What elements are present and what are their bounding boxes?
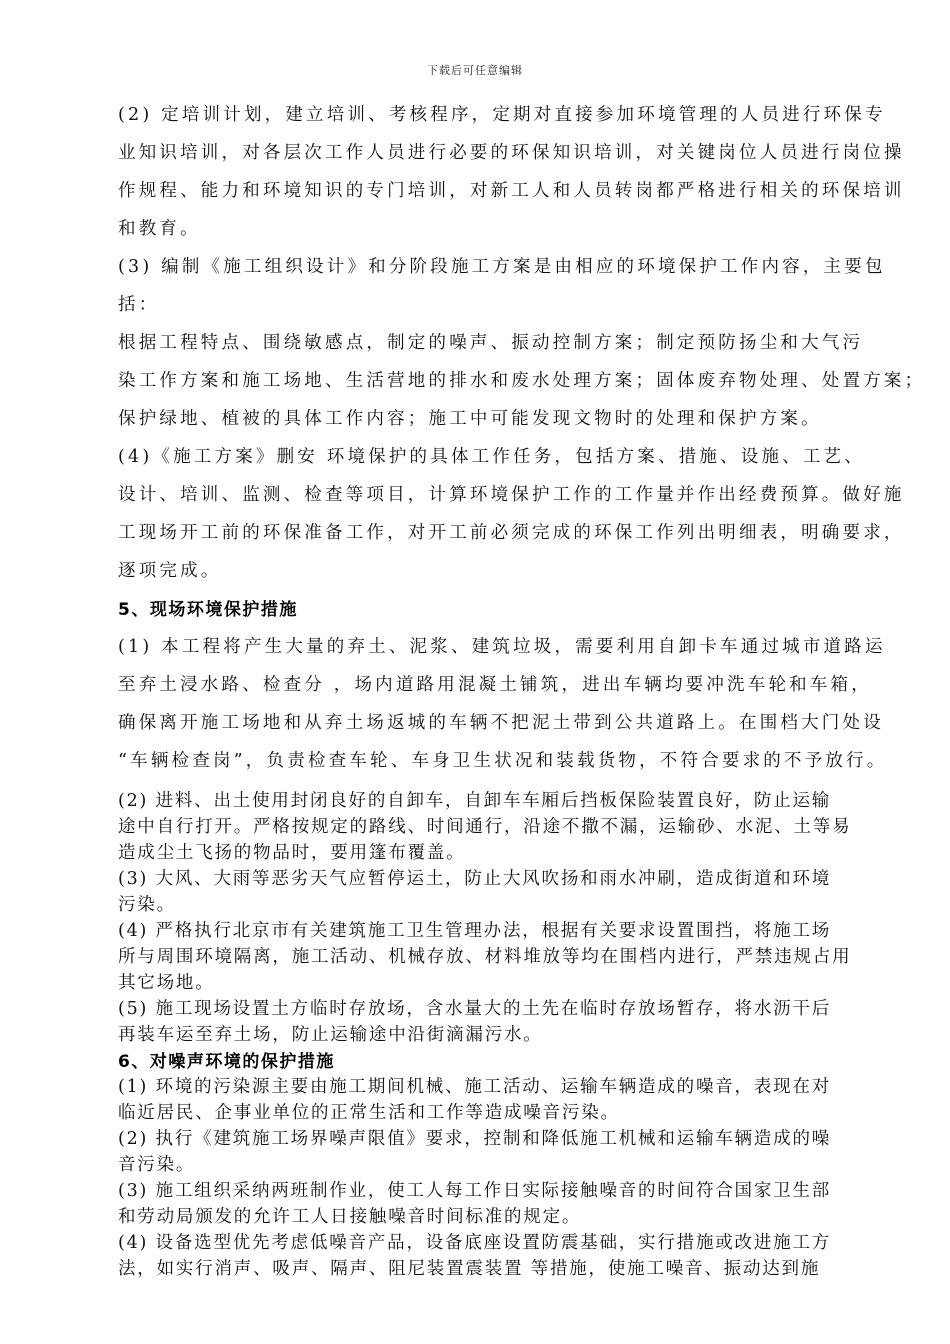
section-heading: 5、现场环境保护措施: [118, 600, 298, 620]
text-line: 临近居民、企事业单位的正常生活和工作等造成噪音污染。: [118, 1103, 620, 1123]
text-line: (5) 施工现场设置土方临时存放场，含水量大的土先在临时存放场暂存，将水沥干后: [118, 999, 832, 1019]
text-line: (1) 环境的污染源主要由施工期间机械、施工活动、运输车辆造成的噪音，表现在对: [118, 1077, 832, 1097]
text-line: (3) 施工组织采纳两班制作业，使工人每工作日实际接触噪音的时间符合国家卫生部: [118, 1181, 832, 1201]
text-line: 和劳动局颁发的允许工人日接触噪音时间标准的规定。: [118, 1207, 582, 1227]
text-line: (1) 本工程将产生大量的弃土、泥浆、建筑垃圾，需要利用自卸卡车通过城市道路运: [118, 637, 886, 657]
section-heading: 6、对噪声环境的保护措施: [118, 1052, 335, 1072]
text-line: 根据工程特点、围绕敏感点，制定的噪声、振动控制方案；制定预防扬尘和大气污: [118, 333, 864, 353]
text-line: 和教育。: [118, 219, 201, 239]
text-line: 其它场地。: [118, 973, 215, 993]
text-line: 污染。: [118, 895, 176, 915]
text-line: 音污染。: [118, 1155, 196, 1175]
text-line: 业知识培训，对各层次工作人员进行必要的环保知识培训，对关键岗位人员进行岗位操: [118, 143, 905, 163]
text-line: 逐项完成。: [118, 561, 222, 581]
text-line: (4) 严格执行北京市有关建筑施工卫生管理办法，根据有关要求设置围挡，将施工场: [118, 921, 832, 941]
text-line: 工现场开工前的环保准备工作，对开工前必须完成的环保工作列出明细表，明确要求，: [118, 523, 905, 543]
text-line: 确保离开施工场地和从弃土场返城的车辆不把泥土带到公共道路上。在围档大门处设: [118, 713, 884, 733]
text-line: 所与周围环境隔离，施工活动、机械存放、材料堆放等均在围档内进行，严禁违规占用: [118, 947, 852, 967]
text-line: 保护绿地、植被的具体工作内容；施工中可能发现文物时的处理和保护方案。: [118, 409, 822, 429]
text-line: 设计、培训、监测、检查等项目，计算环境保护工作的工作量并作出经费预算。做好施: [118, 485, 905, 505]
text-line: 途中自行打开。严格按规定的路线、时间通行，沿途不撒不漏，运输砂、水泥、土等易: [118, 817, 852, 837]
text-line: 括：: [118, 295, 160, 315]
text-line: (4) 设备选型优先考虑低噪音产品，设备底座设置防震基础，实行措施或改进施工方: [118, 1233, 832, 1253]
text-line: (2) 执行《建筑施工场界噪声限值》要求，控制和降低施工机械和运输车辆造成的噪: [118, 1129, 832, 1149]
text-line: (2) 进料、出土使用封闭良好的自卸车，自卸车车厢后挡板保险装置良好，防止运输: [118, 791, 832, 811]
text-line: “车辆检查岗”，负责检查车轮、车身卫生状况和装载货物，不符合要求的不予放行。: [118, 751, 888, 771]
text-line: (3) 大风、大雨等恶劣天气应暂停运土，防止大风吹扬和雨水冲刷，造成街道和环境: [118, 869, 832, 889]
text-line: 至弃土浸水路、检查分 ，场内道路用混凝土铺筑，进出车辆均要冲洗车轮和车箱，: [118, 675, 872, 695]
text-line: 作规程、能力和环境知识的专门培训，对新工人和人员转岗都严格进行相关的环保培训: [118, 181, 905, 201]
text-line: 造成尘土飞扬的物品时，要用篷布覆盖。: [118, 843, 466, 863]
page-header: 下载后可任意编辑: [427, 64, 523, 77]
text-line: 法，如实行消声、吸声、隔声、阻尼装置震装置 等措施，使施工噪音、振动达到施: [118, 1259, 821, 1279]
text-line: (2) 定培训计划，建立培训、考核程序，定期对直接参加环境管理的人员进行环保专: [118, 105, 886, 125]
text-line: (4)《施工方案》删安 环境保护的具体工作任务，包括方案、措施、设施、工艺、: [118, 447, 865, 467]
text-line: 染工作方案和施工场地、生活营地的排水和废水处理方案；固体废弃物处理、处置方案；: [118, 371, 926, 391]
text-line: (3) 编制《施工组织设计》和分阶段施工方案是由相应的环境保护工作内容，主要包: [118, 257, 886, 277]
text-line: 再装车运至弃土场，防止运输途中沿街滴漏污水。: [118, 1025, 543, 1045]
